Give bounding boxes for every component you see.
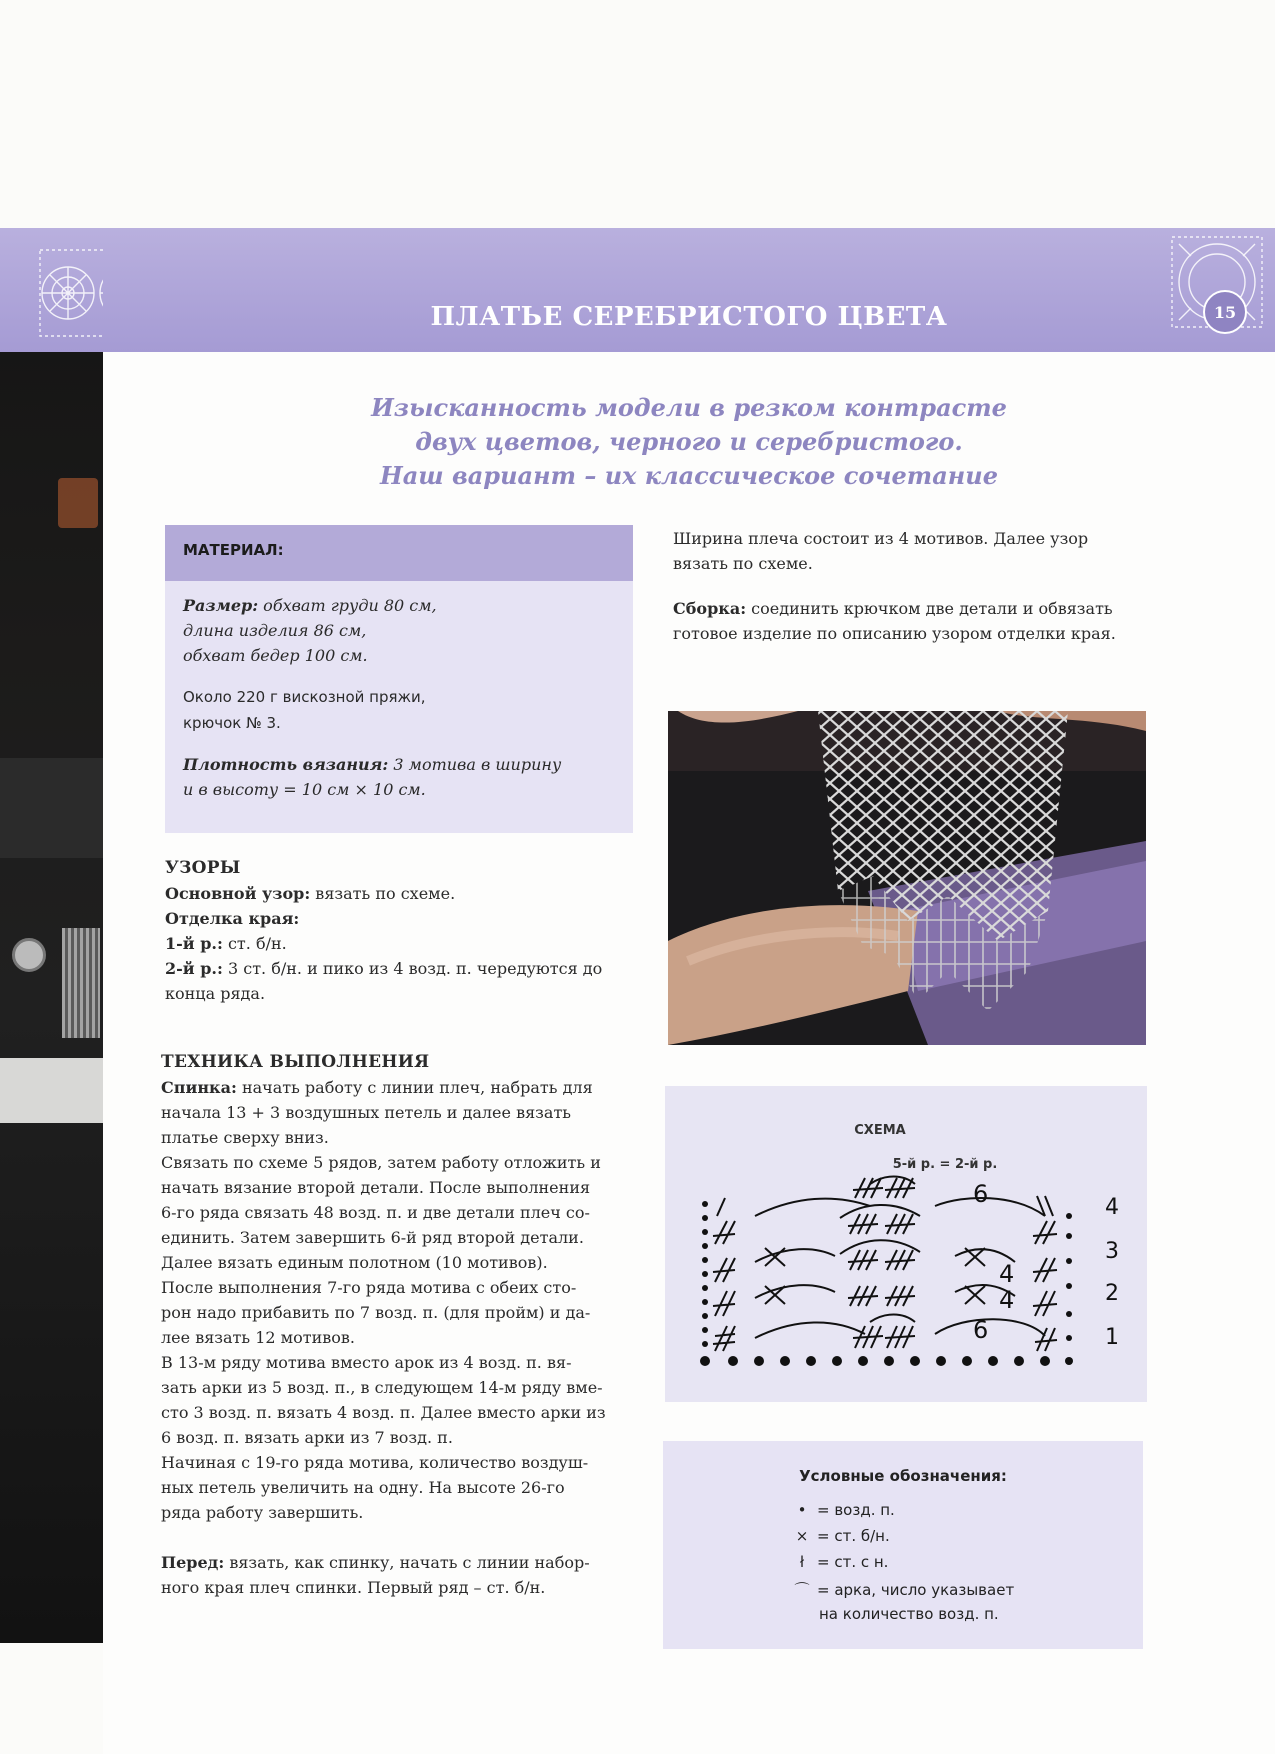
back-label: Спинка: <box>161 1078 237 1097</box>
gauge-block <box>183 752 615 802</box>
page-number: 15 <box>1203 290 1247 334</box>
right-text-block <box>673 526 1153 646</box>
gauge-text: 3 мотива в ширину <box>388 755 562 774</box>
legend-item <box>791 1553 888 1571</box>
main-pattern-label: Основной узор: <box>165 884 311 903</box>
technique-line: начала 13 + 3 воздушных петель и далее вязать <box>161 1103 571 1122</box>
shoulder-line: вязать по схеме. <box>673 554 813 573</box>
technique-line: Далее вязать единым полотном (10 мотивов). <box>161 1253 548 1272</box>
legend-item <box>791 1579 1014 1600</box>
page <box>103 228 1275 1754</box>
single-crochet-icon: × <box>795 1527 809 1545</box>
subtitle-line: двух цветов, черного и серебристого. <box>415 427 963 456</box>
legend-item <box>791 1501 895 1519</box>
technique-line: зать арки из 5 возд. п., в следующем 14-м ряду вме- <box>161 1378 603 1397</box>
front-line: ного края плеч спинки. Первый ряд – ст. б/н. <box>161 1578 546 1597</box>
technique-line: 6-го ряда связать 48 возд. п. и две детали плеч со- <box>161 1203 590 1222</box>
technique-line: После выполнения 7-го ряда мотива с обеих сто- <box>161 1278 577 1297</box>
front-label: Перед: <box>161 1553 225 1572</box>
legend-item <box>791 1527 890 1545</box>
edging-label: Отделка края: <box>165 909 300 928</box>
diagram-note: 5-й р. = 2-й р. <box>892 1157 998 1172</box>
double-crochet-icon: ł <box>799 1553 805 1571</box>
subtitle <box>103 391 1275 493</box>
size-text: обхват груди 80 см, <box>258 596 437 615</box>
yarn-block <box>183 684 615 736</box>
facing-page-photo-edge <box>0 228 103 1643</box>
yarn-text: Около 220 г вискозной пряжи, <box>183 688 426 706</box>
gauge-text: и в высоту = 10 см × 10 см. <box>183 780 426 799</box>
main-pattern-text: вязать по схеме. <box>310 884 456 903</box>
arc-icon: ⌒ <box>794 1581 810 1599</box>
subtitle-line: Изысканность модели в резком контрасте <box>371 393 1007 422</box>
technique-line: сто 3 возд. п. вязать 4 возд. п. Далее вместо арки из <box>161 1403 606 1422</box>
legend-text: = ст. б/н. <box>817 1527 890 1545</box>
technique-line: ряда работу завершить. <box>161 1503 364 1522</box>
patterns-heading: УЗОРЫ <box>165 858 241 878</box>
shoulder-line: Ширина плеча состоит из 4 мотивов. Далее узор <box>673 529 1089 548</box>
legend-text: = ст. с н. <box>817 1553 889 1571</box>
assembly-line: соединить крючком две детали и обвязать <box>746 599 1113 618</box>
row-number: 4 <box>1105 1195 1119 1220</box>
yarn-text: крючок № 3. <box>183 714 281 732</box>
size-label: Размер: <box>183 596 259 615</box>
arc-count: 4 <box>999 1260 1015 1288</box>
row1-text: ст. б/н. <box>222 934 287 953</box>
material-heading: МАТЕРИАЛ: <box>165 525 633 581</box>
technique-line: платье сверху вниз. <box>161 1128 329 1147</box>
page-title: ПЛАТЬЕ СЕРЕБРИСТОГО ЦВЕТА <box>430 302 948 332</box>
technique-line: единить. Затем завершить 6-й ряд второй детали. <box>161 1228 584 1247</box>
technique-line: ных петель увеличить на одну. На высоте 26-го <box>161 1478 565 1497</box>
front-line: вязать, как спинку, начать с линии набор- <box>224 1553 590 1572</box>
row1-label: 1-й р.: <box>165 934 223 953</box>
technique-line: начать вязание второй детали. После выполнения <box>161 1178 591 1197</box>
technique-line: В 13-м ряду мотива вместо арок из 4 возд. п. вя- <box>161 1353 572 1372</box>
legend-box <box>663 1441 1143 1649</box>
size-block <box>183 593 615 668</box>
technique-line: Начиная с 19-го ряда мотива, количество воздуш- <box>161 1453 589 1472</box>
technique-line: рон надо прибавить по 7 возд. п. (для пройм) и да- <box>161 1303 591 1322</box>
technique-line: 6 возд. п. вязать арки из 7 возд. п. <box>161 1428 453 1447</box>
legend-continuation: на количество возд. п. <box>819 1605 999 1623</box>
assembly-label: Сборка: <box>673 599 747 618</box>
material-box <box>165 525 633 833</box>
assembly-line: готовое изделие по описанию узором отделки края. <box>673 624 1116 643</box>
crochet-diagram <box>665 1086 1147 1402</box>
size-text: длина изделия 86 см, <box>183 621 367 640</box>
patterns-section <box>165 856 635 1006</box>
row-number: 1 <box>1105 1325 1119 1350</box>
subtitle-line: Наш вариант – их классическое сочетание <box>380 461 998 490</box>
row2-label: 2-й р.: <box>165 959 223 978</box>
arc-count: 6 <box>973 1180 989 1208</box>
legend-text: = арка, число указывает <box>817 1581 1015 1599</box>
header-band <box>103 228 1275 352</box>
row2-text: конца ряда. <box>165 984 266 1003</box>
technique-section <box>161 1050 637 1600</box>
legend-text: = возд. п. <box>817 1501 895 1519</box>
diagram-title: СХЕМА <box>854 1123 906 1138</box>
dress-photo <box>668 711 1146 1045</box>
size-text: обхват бедер 100 см. <box>183 646 368 665</box>
arc-count: 4 <box>999 1286 1015 1314</box>
technique-line: Связать по схеме 5 рядов, затем работу отложить и <box>161 1153 601 1172</box>
diagram-row-numbers <box>1105 1195 1119 1350</box>
row-number: 2 <box>1105 1281 1119 1306</box>
arc-count: 6 <box>973 1316 989 1344</box>
gauge-label: Плотность вязания: <box>183 755 389 774</box>
row-number: 3 <box>1105 1239 1119 1264</box>
technique-line: начать работу с линии плеч, набрать для <box>236 1078 593 1097</box>
legend-title: Условные обозначения: <box>799 1467 1007 1485</box>
chain-stitch-icon: • <box>797 1501 807 1519</box>
technique-line: лее вязать 12 мотивов. <box>161 1328 355 1347</box>
technique-heading: ТЕХНИКА ВЫПОЛНЕНИЯ <box>161 1052 430 1072</box>
row2-text: 3 ст. б/н. и пико из 4 возд. п. чередуются до <box>222 959 603 978</box>
